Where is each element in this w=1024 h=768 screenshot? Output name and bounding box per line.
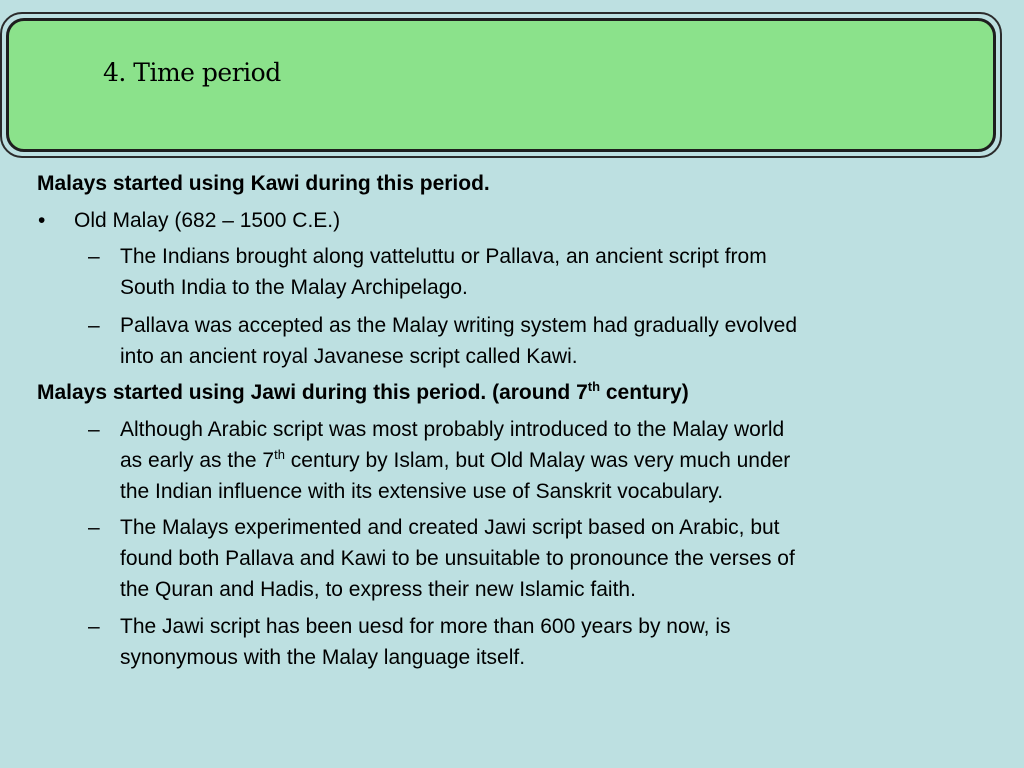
dash-marker: –	[88, 615, 100, 638]
sub-arabic-line-1: Although Arabic script was most probably introduced to the Malay world	[120, 418, 785, 441]
bullet-old-malay: Old Malay (682 – 1500 C.E.)	[74, 209, 341, 232]
sub-indians-line-2: South India to the Malay Archipelago.	[120, 276, 468, 299]
sub-indians-line-1: The Indians brought along vatteluttu or Pallava, an ancient script from	[120, 245, 767, 268]
sub-jawi-used-line-1: The Jawi script has been uesd for more than 600 years by now, is	[120, 615, 731, 638]
sub-experimented-line-3: the Quran and Hadis, to express their new Islamic faith.	[120, 578, 636, 601]
dash-marker: –	[88, 516, 100, 539]
sub-experimented-line-2: found both Pallava and Kawi to be unsuitable to pronounce the verses of	[120, 547, 795, 570]
heading-jawi: Malays started using Jawi during this period. (around 7th century)	[37, 379, 689, 404]
sub-pallava-line-2: into an ancient royal Javanese script called Kawi.	[120, 345, 578, 368]
bullet-marker: •	[38, 209, 46, 232]
slide-title: 4. Time period	[103, 58, 281, 87]
sub-pallava-line-1: Pallava was accepted as the Malay writing system had gradually evolved	[120, 314, 798, 337]
dash-marker: –	[88, 245, 100, 268]
sub-jawi-used-line-2: synonymous with the Malay language itself.	[120, 646, 526, 669]
sub-arabic-line-3: the Indian influence with its extensive use of Sanskrit vocabulary.	[120, 480, 724, 503]
sub-experimented-line-1: The Malays experimented and created Jawi script based on Arabic, but	[120, 516, 780, 539]
heading-kawi: Malays started using Kawi during this period.	[37, 172, 490, 195]
sub-arabic-line-2: as early as the 7th century by Islam, but Old Malay was very much under	[120, 447, 791, 472]
dash-marker: –	[88, 314, 100, 337]
dash-marker: –	[88, 418, 100, 441]
